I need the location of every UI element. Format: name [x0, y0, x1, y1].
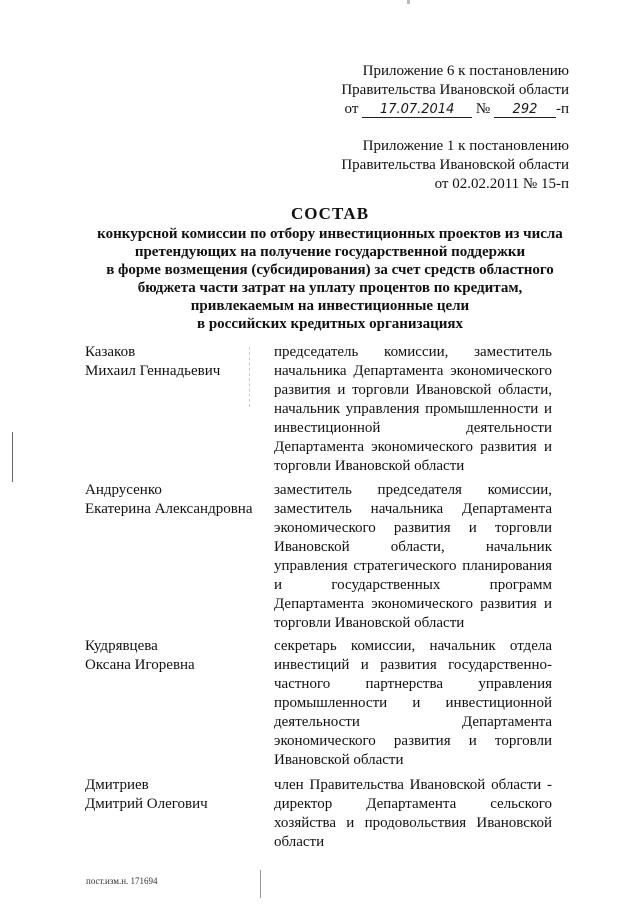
heading-line: в российских кредитных организациях: [196, 316, 463, 332]
scan-mark-left: [12, 432, 13, 482]
appendix-original-line1: Приложение 1 к постановлению: [362, 138, 569, 154]
heading-line: претендующих на получение государственной поддержки: [134, 244, 526, 260]
member-surname: Андрусенко: [85, 482, 162, 498]
member-name: [85, 776, 260, 814]
member-surname: Дмитриев: [85, 777, 149, 793]
member-role: секретарь комиссии, начальник отдела инвестиций и развития государственно-частного партнерства управления промышленности и инвестиционной деятельности Департамента экономического развития и торговли Ивановской области: [274, 638, 552, 768]
appendix-number-handwritten: 292: [494, 102, 556, 118]
appendix-current: [341, 62, 569, 119]
member-surname: Казаков: [85, 344, 136, 360]
member-name: [85, 343, 260, 381]
heading-title: СОСТАВ: [290, 204, 370, 223]
member-given-names: Оксана Игоревна: [85, 657, 195, 673]
document-heading: [70, 203, 590, 333]
appendix-original: [341, 137, 569, 194]
heading-line: конкурсной комиссии по отбору инвестиционных проектов из числа: [97, 226, 563, 242]
member-given-names: Дмитрий Олегович: [85, 796, 208, 812]
member-given-names: Михаил Геннадьевич: [85, 363, 221, 379]
appendix-number-suffix: -п: [555, 101, 569, 117]
footer-document-code: пост.изм.н. 171694: [86, 876, 158, 886]
scan-mark-bottom: [260, 870, 261, 898]
member-name: [85, 481, 260, 519]
appendix-date-prefix: от: [344, 101, 359, 117]
heading-line: бюджета части затрат на уплату процентов по кредитам,: [137, 280, 523, 296]
appendix-current-line1: Приложение 6 к постановлению: [362, 63, 569, 79]
member-role: заместитель председателя комиссии, заместитель начальника Департамента экономического развития и торговли Ивановской области, начальник управления стратегического планирования и государственных программ Департамента экономического развития и торговли Ивановской области: [274, 482, 552, 631]
appendix-current-line2: Правительства Ивановской области: [341, 82, 569, 98]
appendix-current-line3: [341, 100, 569, 119]
appendix-number-label: №: [475, 101, 491, 117]
scan-mark-top: [407, 0, 410, 4]
heading-line: в форме возмещения (субсидирования) за счет средств областного: [106, 262, 554, 278]
member-name: [85, 637, 260, 675]
member-role: член Правительства Ивановской области - директор Департамента сельского хозяйства и продовольствия Ивановской области: [274, 777, 552, 850]
member-surname: Кудрявцева: [85, 638, 158, 654]
member-role: председатель комиссии, заместитель начальника Департамента экономического развития и торговли Ивановской области, начальник управления промышленности и инвестиционной деятельности Департамента экономического развития и торговли Ивановской области: [274, 344, 552, 474]
appendix-original-line2: Правительства Ивановской области: [341, 157, 569, 173]
heading-line: привлекаемым на инвестиционные цели: [190, 298, 470, 314]
appendix-original-line3: от 02.02.2011 № 15-п: [434, 176, 569, 192]
appendix-date-handwritten: 17.07.2014: [362, 102, 472, 118]
member-given-names: Екатерина Александровна: [85, 501, 253, 517]
